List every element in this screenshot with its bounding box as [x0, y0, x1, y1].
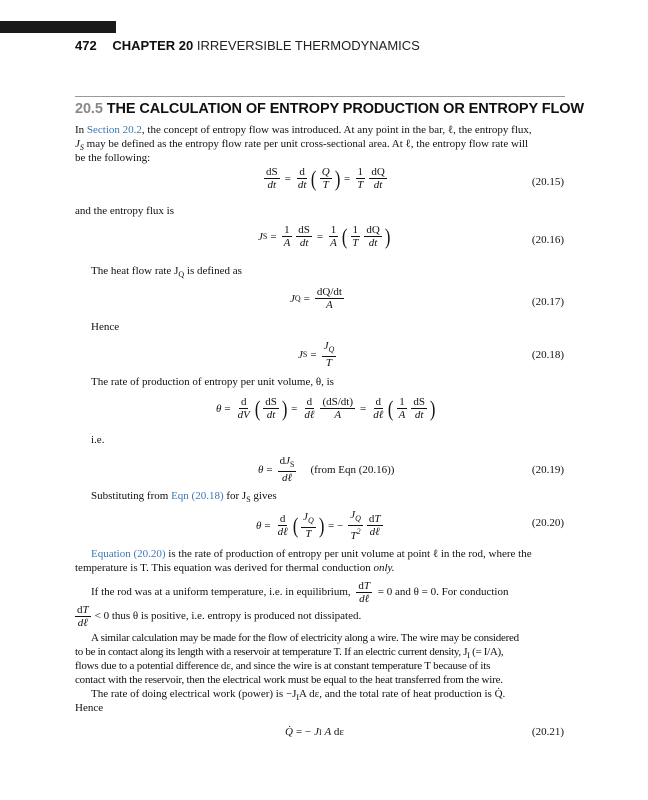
equation-20-15: $\frac{dS}{dt}$ = $\frac{d}{dt}$ ( $\frac{Q}{T}$ ) = $\frac{1}{T}$ $\frac{dQ}{dt}$ — [266, 165, 385, 191]
page-number: 472 — [75, 38, 97, 53]
para1-line1: In Section 20.2, the concept of entropy flow was introduced. At any point in the bar, ℓ, the entropy flux, — [75, 124, 532, 136]
eqn-20-18-link[interactable]: Eqn (20.18) — [171, 490, 224, 502]
para1-line3: be the following: — [75, 152, 151, 164]
eqnum-20-19: (20.19) — [531, 464, 564, 476]
eqnum-20-15: (20.15) — [531, 176, 564, 188]
rate-production-text: The rate of production of entropy per unit volume, θ, is — [91, 376, 334, 388]
hence-label-1: Hence — [91, 321, 120, 333]
equation-20-20: θ = $\frac{d}{\text{dℓ}}$ ( $\frac{J_Q}{T}$ ) = − $\frac{J_Q}{T^2}$ $\frac{dT}{\text{dℓ}}$ — [256, 509, 381, 542]
substituting-text: Substituting from Eqn (20.18) for $J_S$ gives — [91, 490, 277, 504]
chapter-label: CHAPTER 20 — [112, 38, 194, 53]
eqnum-20-21: (20.21) — [531, 726, 564, 738]
para2-line3: If the rod was at a uniform temperature, i.e. in equilibrium, $\frac{dT}{\text{dℓ}}$ = 0 and θ = 0. For conduction — [91, 580, 509, 605]
ie-label: i.e. — [91, 434, 105, 446]
para1-line2: $J_S$ may be defined as the entropy flow rate per unit cross-sectional area. At ℓ, the entropy flow rate will — [75, 138, 529, 152]
section-link[interactable]: Section 20.2 — [86, 124, 142, 136]
para3-line1: A similar calculation may be made for the flow of electricity along a wire. The wire may be considered — [91, 632, 519, 644]
chapter-title: IRREVERSIBLE THERMODYNAMICS — [196, 38, 420, 53]
para3-line2: to be in contact along its length with a reservoir at temperature T. If an electric current density, $J_I$ (= I/A), — [75, 646, 504, 660]
para3-line6: Hence — [75, 702, 104, 714]
equation-theta-rate: θ = $\frac{d}{dV}$ ( $\frac{dS}{dt}$ ) = $\frac{d}{\text{dℓ}}$ $\frac{(dS/dt)}{A}$ = $\frac{d}{\text{dℓ}}$ ( $\frac{1}{A}$ $\frac{dS}{dt}$ ) — [216, 395, 436, 421]
section-title: THE CALCULATION OF ENTROPY PRODUCTION OR ENTROPY FLOW — [106, 101, 584, 117]
para2-line1: Equation (20.20) is the rate of production of entropy per unit volume at point ℓ in the rod, where the — [91, 548, 532, 560]
equation-20-21: Q̇ = − J I A dε — [285, 726, 345, 738]
eqnum-20-18: (20.18) — [531, 349, 564, 361]
equation-20-18: J S = $\frac{J_Q}{T}$ — [298, 340, 335, 369]
eqnum-20-17: (20.17) — [531, 296, 564, 308]
section-heading — [75, 101, 584, 117]
section-rule — [75, 96, 565, 97]
equation-20-20-link[interactable]: Equation (20.20) — [91, 548, 166, 560]
heat-flow-text: The heat flow rate $J_Q$ is defined as — [91, 265, 242, 279]
running-head — [75, 38, 420, 53]
section-number: 20.5 — [75, 101, 103, 117]
entropy-flux-text: and the entropy flux is — [75, 205, 174, 217]
eqnum-20-16: (20.16) — [531, 234, 564, 246]
para2-line4: $\frac{dT}{\text{dℓ}}$ < 0 thus θ is positive, i.e. entropy is produced not dissipated. — [77, 604, 362, 629]
para3-line3: flows due to a potential difference dε, and since the wire is at constant temperature T because of its — [75, 660, 491, 672]
equation-20-19: θ = $\frac{dJ_S}{\text{dℓ}}$ (from Eqn (20.16)) — [258, 455, 395, 484]
equation-20-16: J S = $\frac{1}{A}$ $\frac{dS}{dt}$ = $\frac{1}{A}$ ( $\frac{1}{T}$ $\frac{dQ}{dt}$ ) — [258, 223, 391, 249]
para3-line4: contact with the reservoir, then the electrical work must be equal to the heat transferred from the wire. — [75, 674, 503, 686]
para2-line2: temperature is T. This equation was derived for thermal conduction only. — [75, 562, 395, 574]
para3-line5: The rate of doing electrical work (power) is $-J_IA$ dε, and the total rate of heat production is Q̇. — [91, 688, 506, 702]
header-bar — [0, 21, 116, 33]
equation-20-17: J Q = $\frac{dQ/dt}{A}$ — [290, 286, 342, 311]
eqnum-20-20: (20.20) — [531, 517, 564, 529]
